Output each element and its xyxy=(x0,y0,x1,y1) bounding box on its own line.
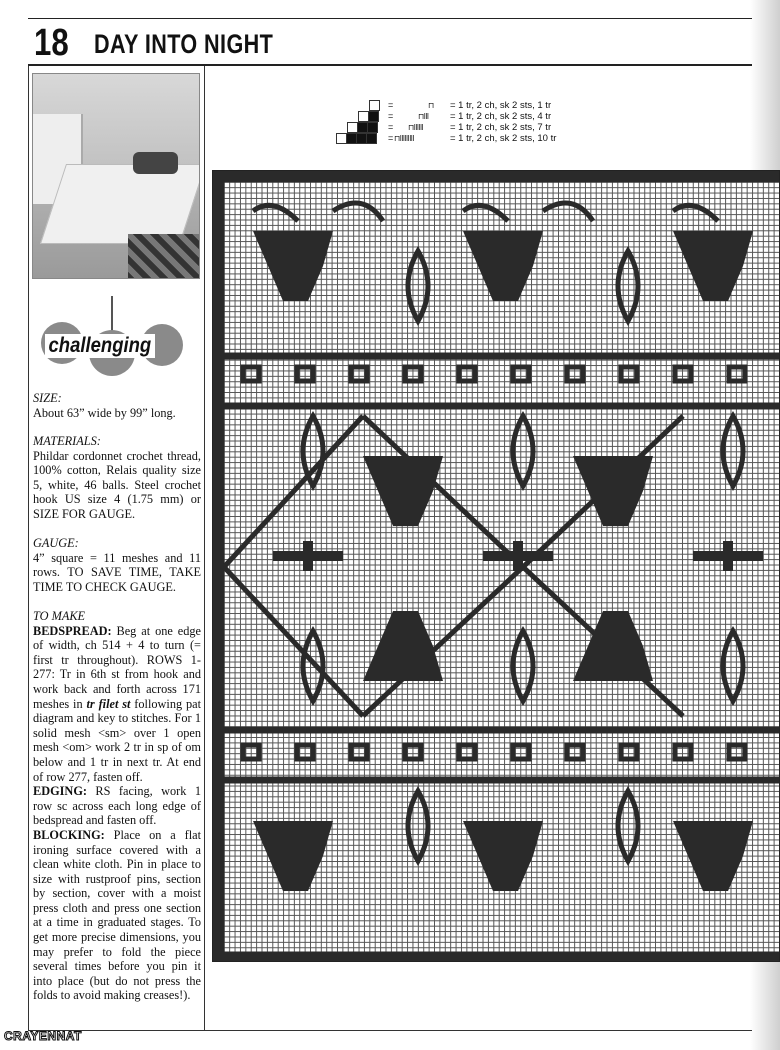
page-header xyxy=(28,18,752,66)
size-heading: SIZE: xyxy=(33,391,62,405)
tulip-motif xyxy=(573,456,653,526)
edging-label: EDGING: xyxy=(33,784,87,799)
leaf-motif xyxy=(618,251,638,321)
instructions-column xyxy=(28,66,205,1030)
bottom-rule xyxy=(28,1030,752,1031)
watermark-logo: CRAYENNAT xyxy=(4,1029,82,1043)
gauge-section xyxy=(33,536,201,594)
materials-heading: MATERIALS: xyxy=(33,434,101,448)
gauge-heading: GAUGE: xyxy=(33,536,79,550)
key-band xyxy=(224,353,780,359)
size-section xyxy=(33,391,201,420)
page-number: 18 xyxy=(34,22,69,64)
difficulty-label: challenging xyxy=(45,334,155,358)
key-row: = ⊓ǀǀǀǀǀǀǀǀǀ = 1 tr, 2 ch, sk 2 sts, 10 tr xyxy=(330,133,570,144)
key-row: = ⊓ǀǀǀ = 1 tr, 2 ch, sk 2 sts, 4 tr xyxy=(330,111,570,122)
blocking-label: BLOCKING: xyxy=(33,827,105,842)
tulip-motif xyxy=(363,456,443,526)
bedroom-photo xyxy=(32,73,200,279)
bedspread-stitch: tr filet st xyxy=(86,696,131,711)
filet-pattern-motifs xyxy=(213,171,780,962)
tulip-motif xyxy=(363,611,443,681)
cross-motif xyxy=(693,541,763,571)
tulip-motif xyxy=(253,821,333,891)
key-band xyxy=(224,403,780,409)
blocking-body: Place on a flat ironing surface covered with a clean white cloth. Pin in place to size with rustproof pins, section by section, cover with a moist press cloth and press one section at a time in graduated stages. To get more precise dimensions, you may prefer to fold the piece several times before you pin it into place (but do not press the folds to avoid making creases!). xyxy=(33,827,201,1003)
cross-motif xyxy=(273,541,343,571)
leaf-motif xyxy=(723,631,743,701)
tulip-motif xyxy=(463,231,543,301)
edging-body: RS facing, work 1 row sc across each long edge of bedspread and fasten off. xyxy=(33,784,201,828)
gauge-body: 4” square = 11 meshes and 11 rows. TO SAVE TIME, TAKE TIME TO CHECK GAUGE. xyxy=(33,550,201,594)
size-body: About 63” wide by 99” long. xyxy=(33,405,176,420)
leaf-motif xyxy=(408,791,428,861)
bedspread-text-1: Beg at one edge of width, ch 514 + 4 to turn (= first tr throughout). ROWS 1-277: Tr in 6th st from hook and work back and forth across 171 meshes in xyxy=(33,623,201,711)
border-band xyxy=(213,171,780,182)
page-title: DAY INTO NIGHT xyxy=(94,29,274,59)
border-band xyxy=(213,952,780,962)
key-row: = ⊓ǀǀǀǀǀǀ = 1 tr, 2 ch, sk 2 sts, 7 tr xyxy=(330,122,570,133)
difficulty-badge xyxy=(41,294,191,389)
key-band xyxy=(224,777,780,783)
key-row: = ⊓ = 1 tr, 2 ch, sk 2 sts, 1 tr xyxy=(330,100,570,111)
tulip-motif xyxy=(253,231,333,301)
key-band xyxy=(224,727,780,733)
leaf-motif xyxy=(513,416,533,486)
materials-body: Phildar cordonnet crochet thread, 100% cotton, Relais quality size 5, white, 46 balls. Steel crochet hook US size 4 (1.75 mm) or SIZE FOR GAUGE. xyxy=(33,448,201,521)
leaf-motif xyxy=(513,631,533,701)
to-make-section xyxy=(33,609,201,1003)
tulip-motif xyxy=(673,821,753,891)
leaf-motif xyxy=(618,791,638,861)
tulip-motif xyxy=(463,821,543,891)
bedspread-label: BEDSPREAD: xyxy=(33,623,112,638)
materials-section xyxy=(33,434,201,522)
tulip-motif xyxy=(673,231,753,301)
bedspread-text-2: following pat diagram and key to stitches. For 1 solid mesh <sm> over 1 open mesh <om> work 2 tr in sp of om below and 1 tr in next tr. At end of row 277, fasten off. xyxy=(33,696,202,784)
stitch-key xyxy=(330,100,570,150)
filet-pattern-chart xyxy=(212,170,780,962)
tendril xyxy=(253,203,718,221)
to-make-heading: TO MAKE xyxy=(33,609,86,623)
leaf-motif xyxy=(723,416,743,486)
border-band xyxy=(213,171,224,962)
leaf-motif xyxy=(408,251,428,321)
